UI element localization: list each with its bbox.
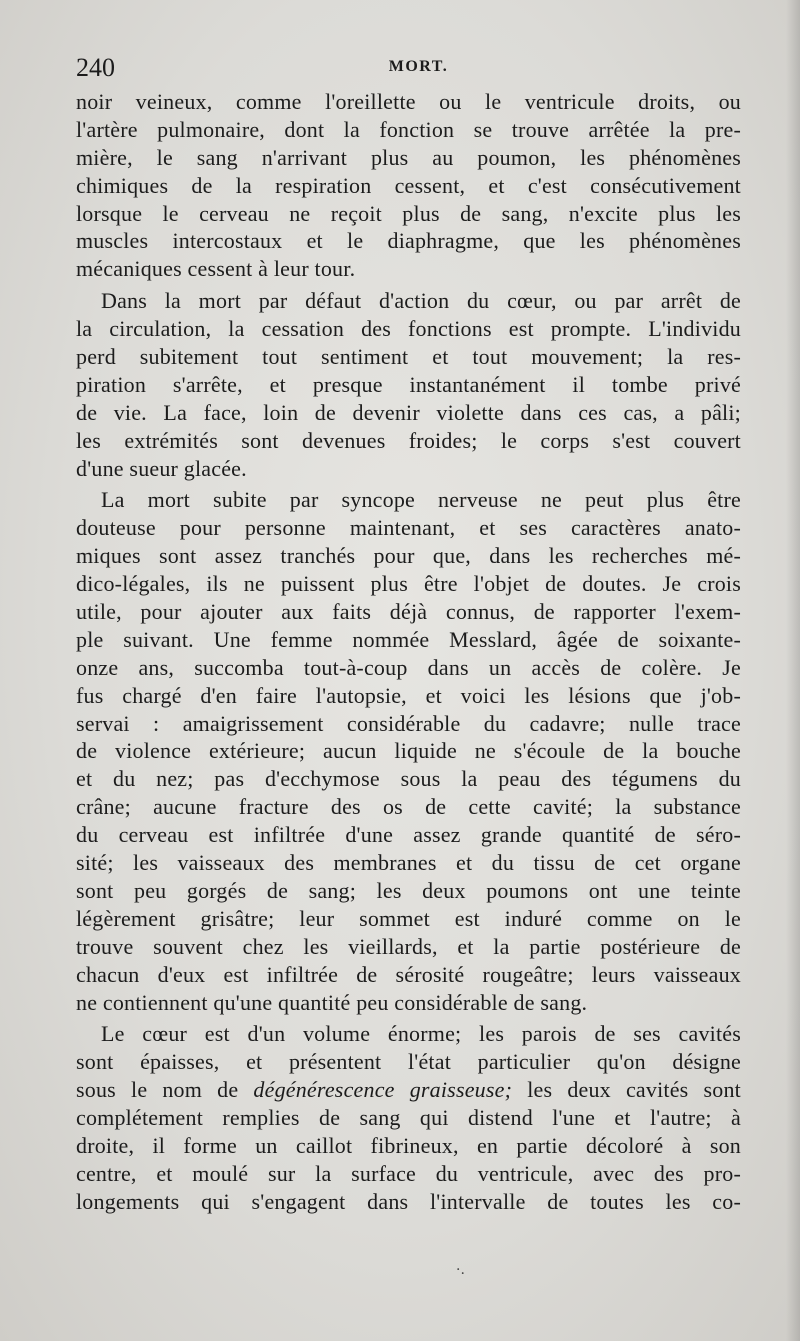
body-text [76, 88, 741, 1216]
text-line: du cerveau est infiltrée d'une assez grande quantité de séro- [76, 822, 741, 848]
text-run: les deux cavités sont [512, 1077, 741, 1103]
paragraph [76, 486, 741, 1016]
text-line: Dans la mort par défaut d'action du cœur, ou par arrêt de [101, 288, 741, 314]
text-line: muscles intercostaux et le diaphragme, que les phénomènes [76, 228, 741, 254]
text-line: longements qui s'engagent dans l'intervalle de toutes les co- [76, 1188, 741, 1214]
paragraph [76, 88, 741, 283]
text-line: fus chargé d'en faire l'autopsie, et voici les lésions que j'ob- [76, 682, 741, 708]
text-line: ne contiennent qu'une quantité peu considérable de sang. [76, 989, 588, 1015]
page-number: 240 [76, 53, 115, 82]
text-line: crâne; aucune fracture des os de cette cavité; la substance [76, 794, 741, 820]
text-line: la circulation, la cessation des fonctions est prompte. L'individu [76, 316, 741, 342]
text-line: Le cœur est d'un volume énorme; les parois de ses cavités [101, 1021, 741, 1047]
running-title: MORT. [388, 58, 449, 75]
text-run: sous le nom de [76, 1077, 254, 1103]
text-line: dico-légales, ils ne puissent plus être l'objet de doutes. Je crois [76, 571, 741, 597]
text-line: chimiques de la respiration cessent, et c'est consécutivement [76, 172, 741, 198]
text-line: miques sont assez tranchés pour que, dans les recherches mé- [76, 543, 741, 569]
running-head [76, 52, 741, 84]
text-line: trouve souvent chez les vieillards, et la partie postérieure de [76, 933, 741, 959]
text-line: sont épaisses, et présentent l'état particulier qu'on désigne [76, 1049, 741, 1075]
text-line: onze ans, succomba tout-à-coup dans un accès de colère. Je [76, 654, 741, 680]
text-line: La mort subite par syncope nerveuse ne peut plus être [101, 487, 741, 513]
text-line: utile, pour ajouter aux faits déjà connus, de rapporter l'exem- [76, 599, 741, 625]
text-line: sont peu gorgés de sang; les deux poumons ont une teinte [76, 877, 741, 903]
text-line: de vie. La face, loin de devenir violette dans ces cas, a pâli; [76, 399, 741, 425]
text-line: douteuse pour personne maintenant, et ses caractères anato- [76, 515, 741, 541]
text-line: mécaniques cessent à leur tour. [76, 256, 356, 282]
text-line: d'une sueur glacée. [76, 455, 247, 481]
text-line: perd subitement tout sentiment et tout mouvement; la res- [76, 344, 741, 370]
text-line [76, 1076, 741, 1104]
text-line: les extrémités sont devenues froides; le corps s'est couvert [76, 427, 741, 453]
text-line: servai : amaigrissement considérable du cadavre; nulle trace [76, 710, 741, 736]
text-line: noir veineux, comme l'oreillette ou le ventricule droits, ou [76, 89, 741, 114]
text-line: centre, et moulé sur la surface du ventricule, avec des pro- [76, 1160, 741, 1186]
text-line: sité; les vaisseaux des membranes et du tissu de cet organe [76, 850, 741, 876]
paragraph [76, 1020, 741, 1215]
text-line: de violence extérieure; aucun liquide ne s'écoule de la bouche [76, 738, 741, 764]
page-edge-shadow [786, 0, 800, 1341]
text-line: mière, le sang n'arrivant plus au poumon, les phénomènes [76, 144, 741, 170]
italic-term: dégénérescence graisseuse; [253, 1077, 513, 1103]
text-line: ple suivant. Une femme nommée Messlard, âgée de soixante- [76, 626, 741, 652]
text-line: et du nez; pas d'ecchymose sous la peau des tégumens du [76, 766, 741, 792]
text-line: complétement remplies de sang qui distend l'une et l'autre; à [76, 1105, 741, 1131]
text-line: l'artère pulmonaire, dont la fonction se trouve arrêtée la pre- [76, 116, 741, 142]
paragraph [76, 287, 741, 482]
text-line: chacun d'eux est infiltrée de sérosité rougeâtre; leurs vaisseaux [76, 961, 741, 987]
text-line: piration s'arrête, et presque instantanément il tombe privé [76, 371, 741, 397]
text-line: droite, il forme un caillot fibrineux, en partie décoloré à son [76, 1132, 741, 1158]
text-line: légèrement grisâtre; leur sommet est induré comme on le [76, 905, 741, 931]
footer-mark: ·. [456, 1262, 465, 1278]
text-line: lorsque le cerveau ne reçoit plus de sang, n'excite plus les [76, 200, 741, 226]
